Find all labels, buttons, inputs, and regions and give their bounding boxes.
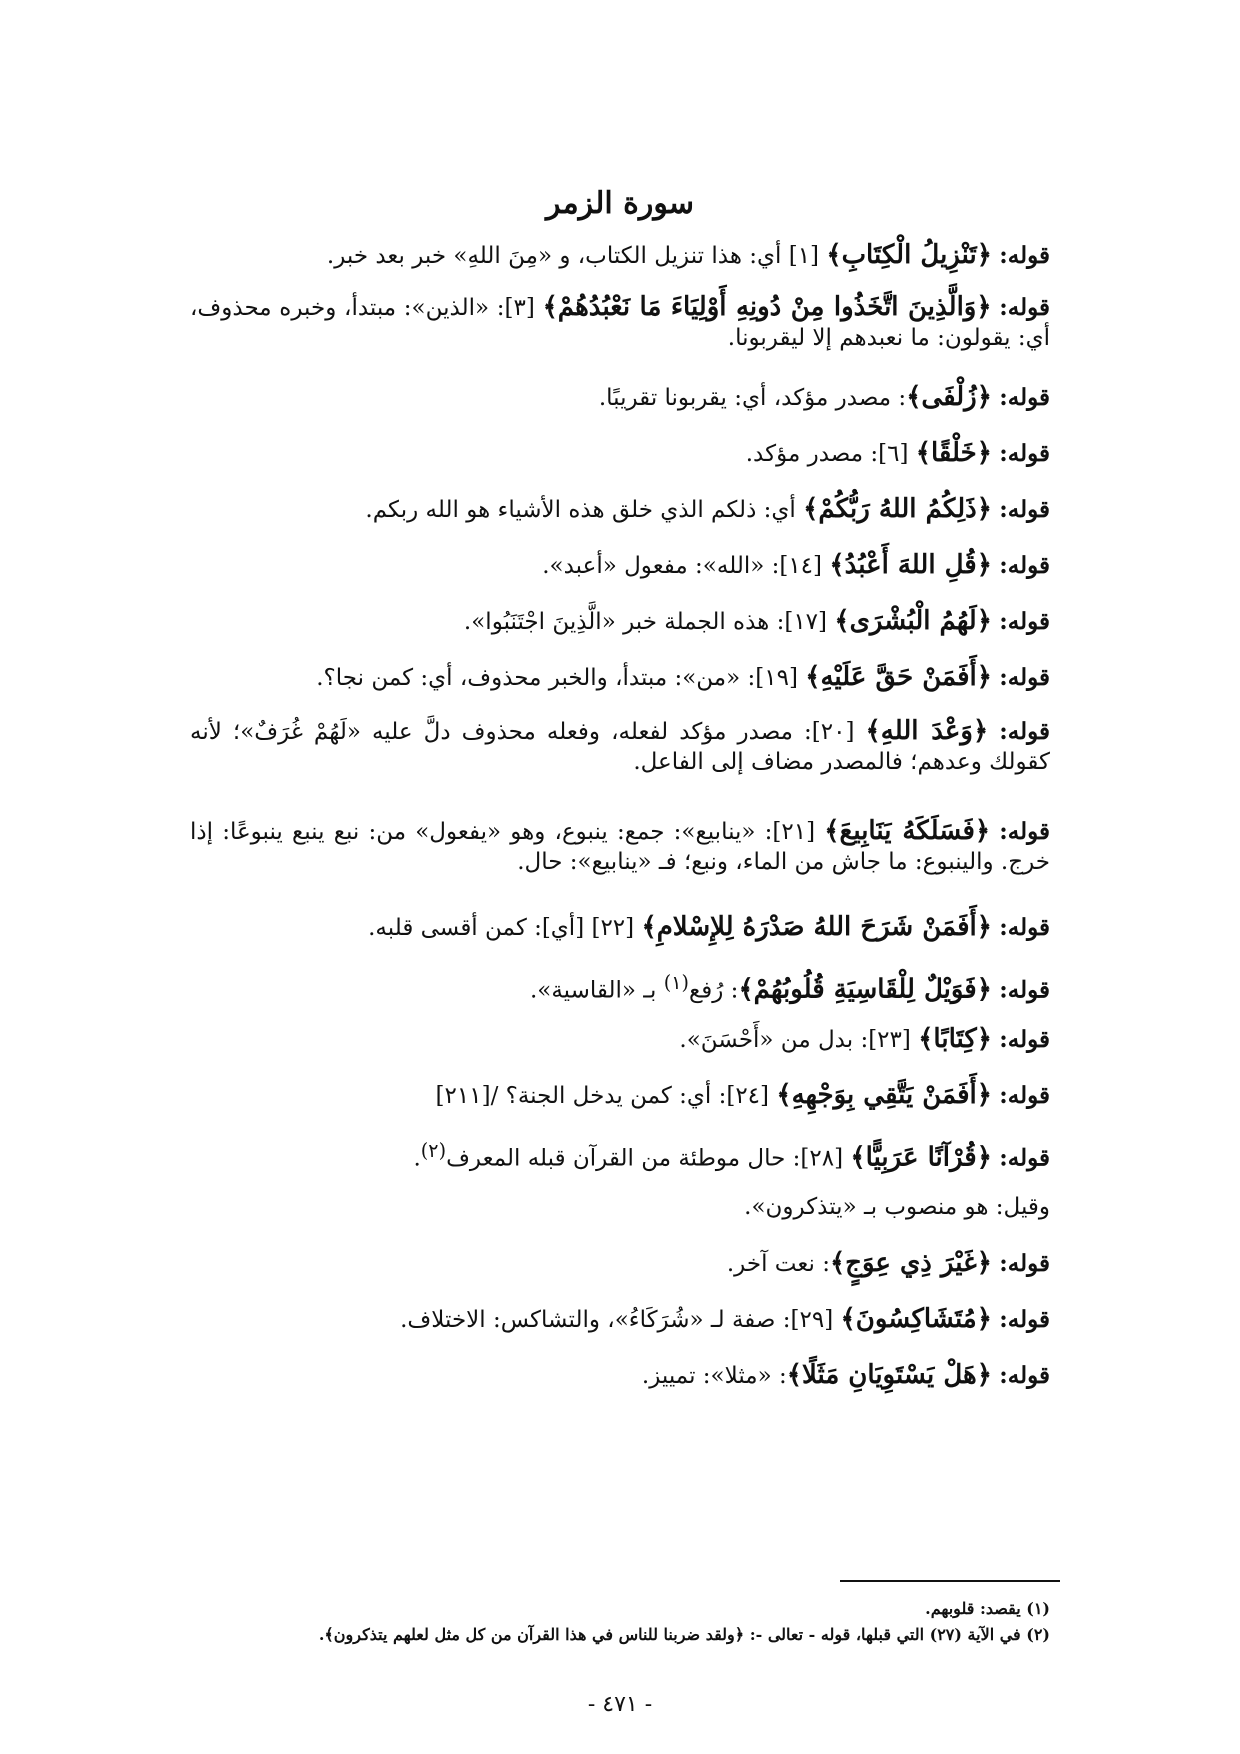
- entry-1: [327, 240, 1050, 271]
- quran-quote: ﴿فَسَلَكَهُ يَنَابِيعَ﴾: [824, 816, 991, 846]
- entry-keyword: قوله:: [999, 1144, 1050, 1172]
- entry-text: [٢٨]: حال موطئة من القرآن قبله المعرف: [446, 1145, 851, 1172]
- footnote-1: (١) يقصد: قلوبهم.: [925, 1599, 1050, 1618]
- quran-quote: ﴿خَلْقًا﴾: [915, 438, 992, 468]
- entry-19: [642, 1360, 1050, 1391]
- quran-quote: ﴿ذَلِكُمُ اللهُ رَبُّكُمْ﴾: [803, 494, 992, 524]
- entry-17: [727, 1248, 1050, 1279]
- quran-quote: ﴿هَلْ يَسْتَوِيَانِ مَثَلًا﴾: [786, 1360, 992, 1390]
- entry-keyword: قوله:: [999, 664, 1050, 691]
- entry-keyword: قوله:: [999, 440, 1050, 467]
- quran-quote: ﴿كِتَابًا﴾: [918, 1024, 992, 1054]
- entry-keyword: قوله:: [999, 496, 1050, 523]
- entry-18: [400, 1304, 1050, 1335]
- entry-text: : «مثلا»: تمييز.: [641, 1363, 787, 1389]
- quran-quote: ﴿فَوَيْلٌ لِلْقَاسِيَةِ قُلُوبُهُمْ﴾: [738, 974, 992, 1005]
- footnote-ref: (١): [663, 971, 690, 994]
- quran-quote: ﴿قُلِ اللهَ أَعْبُدُ﴾: [829, 550, 992, 580]
- quran-quote: ﴿وَعْدَ اللهِ﴾: [865, 716, 989, 746]
- quran-quote: ﴿أَفَمَنْ حَقَّ عَلَيْهِ﴾: [805, 662, 992, 692]
- entry-12: [530, 968, 1050, 1006]
- entry-text: [١] أي: هذا تنزيل الكتاب، و «مِنَ اللهِ» خبر بعد خبر.: [326, 243, 827, 269]
- quran-quote: ﴿أَفَمَنْ يَتَّقِي بِوَجْهِهِ﴾: [776, 1080, 992, 1110]
- entry-text: [٢٣]: بدل من «أَحْسَنَ».: [679, 1027, 919, 1053]
- entry-8: [316, 662, 1050, 693]
- entry-text: [٢٢] [أي]: كمن أقسى قلبه.: [368, 915, 642, 941]
- entry-text: : رُفع: [689, 977, 739, 1004]
- quran-quote: ﴿مُتَشَاكِسُونَ﴾: [840, 1304, 992, 1334]
- surah-title: سورة الزمر: [546, 186, 694, 221]
- entry-keyword: قوله:: [999, 976, 1050, 1004]
- entry-text: وقيل: هو منصوب بـ «يتذكرون».: [744, 1194, 1050, 1220]
- entry-text: [٣]: «الذين»: مبتدأ، وخبره محذوف، أي: يقولون: ما نعبدهم إلا ليقربونا.: [190, 295, 1050, 351]
- quran-quote: ﴿وَالَّذِينَ اتَّخَذُوا مِنْ دُونِهِ أَوْلِيَاءَ مَا نَعْبُدُهُمْ﴾: [542, 292, 992, 322]
- quran-quote: ﴿لَهُمُ الْبُشْرَى﴾: [834, 606, 992, 636]
- entry-16: [744, 1192, 1050, 1222]
- entry-14: [436, 1080, 1050, 1111]
- entry-6: [542, 550, 1050, 581]
- entry-9: [190, 716, 1050, 777]
- quran-quote: ﴿تَنْزِيلُ الْكِتَابِ﴾: [826, 240, 992, 270]
- entry-keyword: قوله:: [999, 1082, 1050, 1109]
- entry-keyword: قوله:: [999, 242, 1050, 269]
- entry-text: [٢٠]: مصدر مؤكد لفعله، وفعله محذوف دلَّ عليه «لَهُمْ غُرَفٌ»؛ لأنه كقولك وعدهم؛ فالمصدر مضاف إلى الفاعل.: [190, 719, 1050, 775]
- entry-keyword: قوله:: [999, 718, 1050, 745]
- entry-text: : مصدر مؤكد، أي: يقربونا تقريبًا.: [598, 385, 907, 411]
- quran-quote: ﴿أَفَمَنْ شَرَحَ اللهُ صَدْرَهُ لِلإِسْلامِ﴾: [641, 912, 992, 942]
- footnote-ref: (٢): [420, 1139, 447, 1162]
- entry-4: [746, 438, 1050, 469]
- entry-text: [١٤]: «الله»: مفعول «أعبد».: [542, 553, 830, 579]
- entry-text: [١٧]: هذه الجملة خبر «الَّذِينَ اجْتَنَبُوا».: [463, 609, 835, 635]
- entry-text: [٦]: مصدر مؤكد.: [745, 441, 916, 467]
- entry-text-tail: بـ «القاسية».: [529, 977, 664, 1004]
- entry-keyword: قوله:: [999, 294, 1051, 321]
- entry-5: [365, 494, 1050, 525]
- entry-text: [٢١]: «ينابيع»: جمع: ينبوع، وهو «يفعول» من: نبع ينبع ينبوعًا: إذا خرج. والينبوع: ما جاش من الماء، ونبع؛ فـ «ينابيع»: حال.: [190, 819, 1050, 875]
- entry-text: [١٩]: «من»: مبتدأ، والخبر محذوف، أي: كمن نجا؟.: [316, 665, 806, 691]
- entry-text: [٢٩]: صفة لـ «شُرَكَاءُ»، والتشاكس: الاختلاف.: [400, 1307, 841, 1333]
- entry-2: [190, 292, 1050, 353]
- entry-text: أي: ذلكم الذي خلق هذه الأشياء هو الله ربكم.: [365, 497, 804, 523]
- page-number: - ٤٧١ -: [587, 1692, 653, 1717]
- entry-keyword: قوله:: [999, 1026, 1050, 1053]
- entry-7: [464, 606, 1050, 637]
- entry-text-tail: .: [413, 1145, 421, 1172]
- entry-text: : نعت آخر.: [726, 1251, 830, 1277]
- entry-keyword: قوله:: [999, 608, 1050, 635]
- entry-11: [368, 912, 1050, 943]
- entry-keyword: قوله:: [999, 384, 1050, 411]
- entry-keyword: قوله:: [999, 914, 1050, 941]
- entry-13: [679, 1024, 1050, 1055]
- entry-keyword: قوله:: [999, 1250, 1050, 1277]
- entry-keyword: قوله:: [999, 1362, 1050, 1389]
- commentary-entries: [0, 240, 1240, 1500]
- quran-quote: ﴿زُلْفَى﴾: [906, 382, 992, 412]
- entry-keyword: قوله:: [999, 818, 1051, 845]
- footnote-2: (٢) في الآية (٢٧) التي قبلها، قوله - تعالى -: ﴿ولقد ضربنا للناس في هذا القرآن من كل مثل لعلهم يتذكرون﴾.: [318, 1625, 1050, 1644]
- entry-text: [٢٤]: أي: كمن يدخل الجنة؟ /[٢١١]: [435, 1083, 777, 1109]
- entry-3: [599, 382, 1050, 413]
- footnotes: [319, 1596, 1050, 1648]
- entry-10: [190, 816, 1050, 877]
- quran-quote: ﴿قُرْآنًا عَرَبِيًّا﴾: [850, 1142, 992, 1173]
- entry-15: [413, 1136, 1050, 1174]
- footnote-divider: [840, 1580, 1060, 1582]
- quran-quote: ﴿غَيْرَ ذِي عِوَجٍ﴾: [829, 1248, 992, 1278]
- entry-keyword: قوله:: [999, 1306, 1050, 1333]
- entry-keyword: قوله:: [999, 552, 1050, 579]
